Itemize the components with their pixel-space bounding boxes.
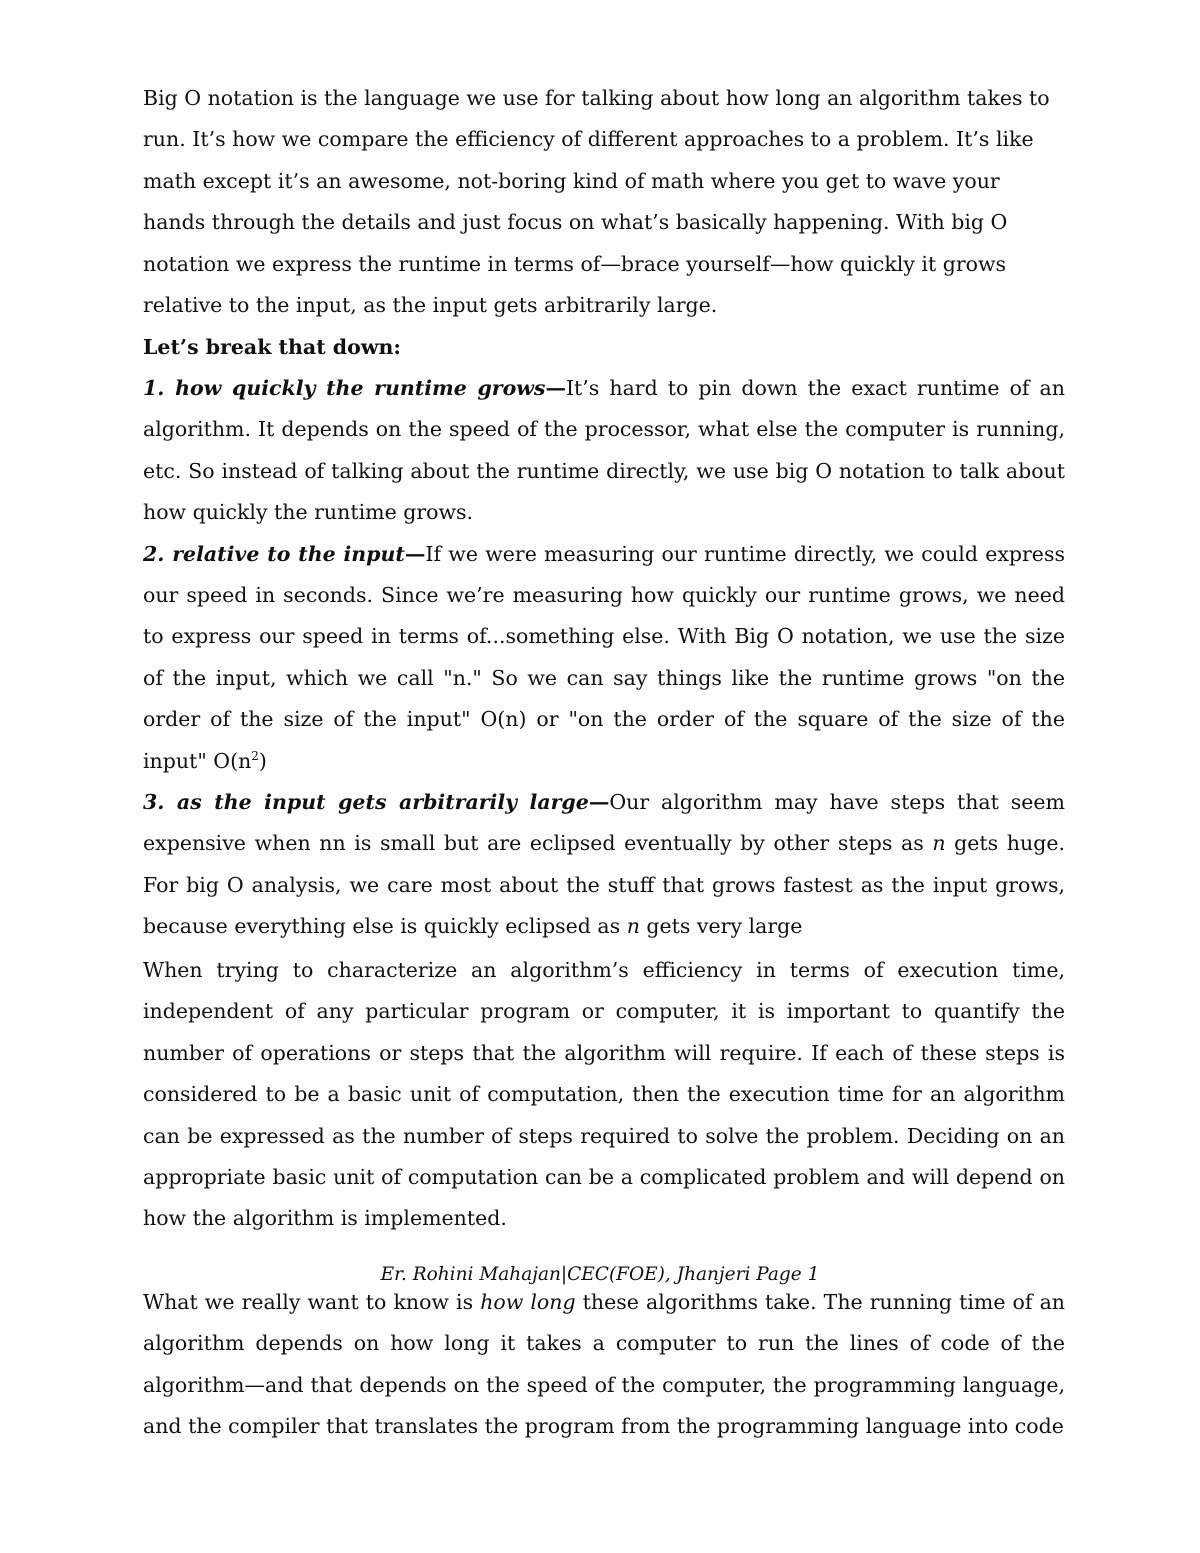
em-dash: — (545, 376, 566, 400)
running-time-text (143, 1282, 1065, 1448)
efficiency-paragraph (143, 950, 1065, 1240)
variable-n: n (932, 831, 946, 856)
text-run: these algorithms take. The running time of an algorithm depends on how long it takes a computer to run the lines of code of the algorithm—and that depends on the speed of the computer, the programming language, and the compiler that translates the program from the programming language into code (143, 1290, 1065, 1439)
item-text-tail: ) (258, 748, 267, 773)
running-time-paragraph (143, 1282, 1065, 1448)
superscript: 2 (251, 748, 259, 763)
item-text: gets very large (639, 914, 803, 939)
list-item (143, 782, 1065, 948)
efficiency-text: When trying to characterize an algorithm’s efficiency in terms of execution time, independent of any particular program or computer, it is important to quantify the number of operations or steps that the algorithm will require. If each of these steps is considered to be a basic unit of computation, then the execution time for an algorithm can be expressed as the number of steps required to solve the problem. Deciding on an appropriate basic unit of computation can be a complicated problem and will depend on how the algorithm is implemented. (143, 958, 1065, 1231)
item-lead: 3. as the input gets arbitrarily large (143, 790, 589, 815)
list-item (143, 368, 1065, 534)
item-text: It’s hard to pin down the exact runtime of an algorithm. It depends on the speed of the processor, what else the computer is running, etc. So instead of talking about the runtime directly, we use big O notation to talk about how quickly the runtime grows. (143, 376, 1065, 525)
section-heading: Let’s break that down: (143, 335, 401, 359)
list-item (143, 534, 1065, 782)
intro-paragraph (143, 78, 1065, 326)
intro-text: Big O notation is the language we use for talking about how long an algorithm takes to run. It’s how we compare the efficiency of different approaches to a problem. It’s like math except it’s an awesome, not-boring kind of math where you get to wave your hands through the details and just focus on what’s basically happening. With big O notation we express the runtime in terms of—brace yourself—how quickly it grows relative to the input, as the input gets arbitrarily large. (143, 86, 1050, 318)
item-text: gets huge. For big O analysis, we care most about the stuff that grows fastest as the input grows, because everything else is quickly eclipsed as (143, 831, 1065, 939)
item-text: Our algorithm may have steps that seem expensive when nn is small but are eclipsed eventually by other steps as (143, 790, 1065, 856)
item-lead: 1. how quickly the runtime grows (143, 376, 546, 400)
em-dash: — (404, 541, 426, 566)
item-text: If we were measuring our runtime directly, we could express our speed in seconds. Since we’re measuring how quickly our runtime grows, we need to express our speed in terms of...something else. With Big O notation, we use the size of the input, which we call "n." So we can say things like the runtime grows "on the order of the size of the input" O(n) or "on the order of the square of the size of the input" O(n (143, 541, 1065, 773)
emphasis: how long (480, 1290, 576, 1314)
item-lead: 2. relative to the input (143, 541, 405, 566)
em-dash: — (588, 790, 610, 815)
breakdown-list (143, 368, 1065, 948)
page-footer: Er. Rohini Mahajan|CEC(FOE), Jhanjeri Page 1 (380, 1264, 820, 1285)
text-run: What we really want to know is (143, 1290, 481, 1314)
variable-n: n (626, 914, 640, 939)
